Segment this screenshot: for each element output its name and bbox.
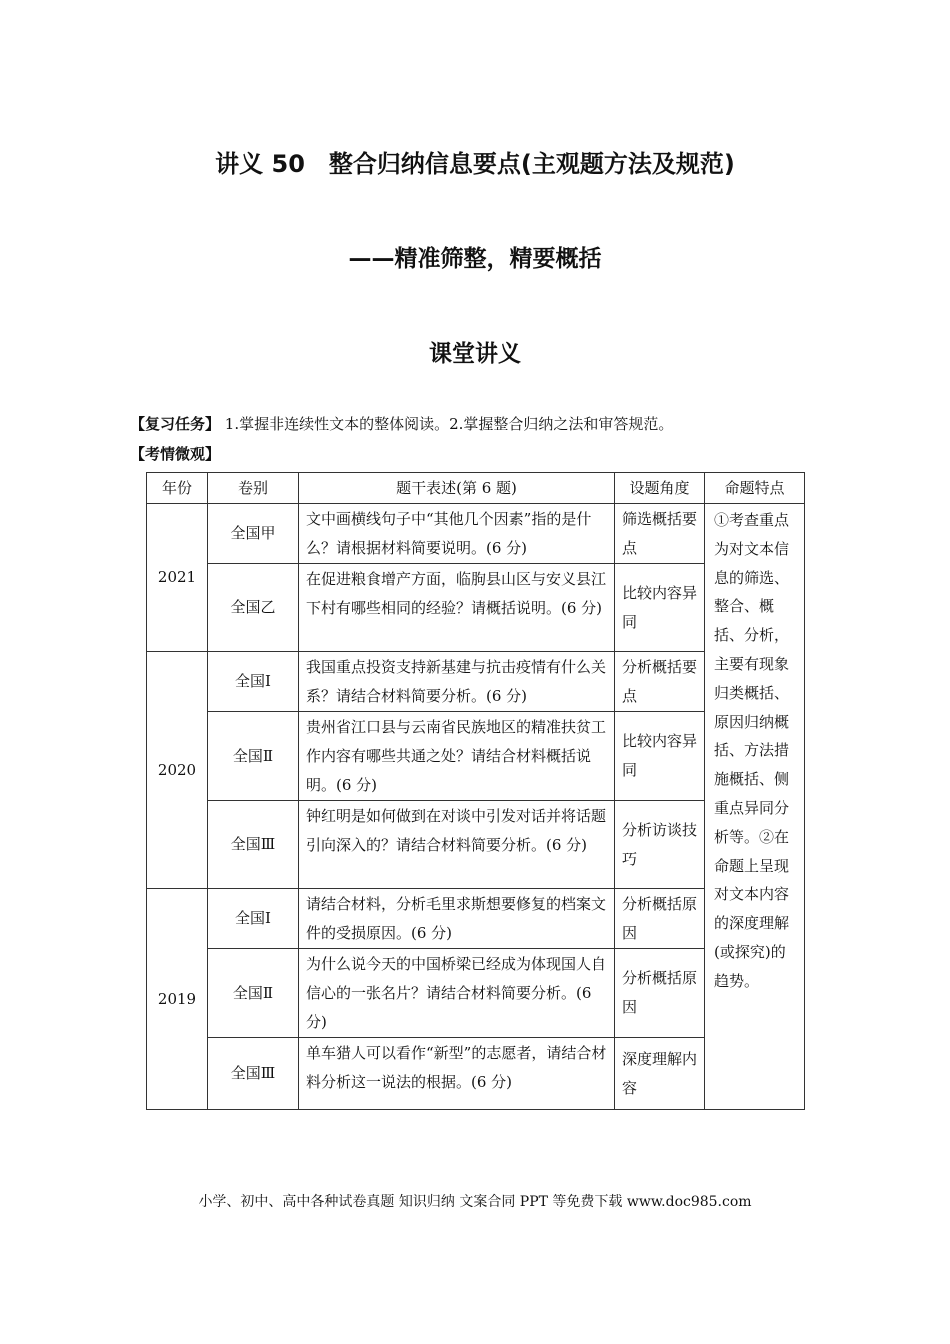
question-cell: 为什么说今天的中国桥梁已经成为体现国人自信心的一张名片？请结合材料简要分析。(6 分) [299,949,615,1038]
question-cell: 请结合材料，分析毛里求斯想要修复的档案文件的受损原因。(6 分) [299,889,615,949]
paper-cell: 全国Ⅱ [208,712,299,801]
year-cell: 2019 [147,889,208,1110]
lecture-title: 讲义 50 整合归纳信息要点(主观题方法及规范) [215,150,735,178]
header-features: 命题特点 [705,473,805,504]
question-cell: 贵州省江口县与云南省民族地区的精准扶贫工作内容有哪些共通之处？请结合材料概括说明。(6 分) [299,712,615,801]
footer-text: 小学、初中、高中各种试卷真题 知识归纳 文案合同 PPT 等免费下载 www.doc985.com [198,1194,752,1210]
angle-cell: 筛选概括要点 [615,504,705,564]
header-paper: 卷别 [208,473,299,504]
year-cell: 2021 [147,504,208,652]
question-cell: 在促进粮食增产方面，临朐县山区与安义县江下村有哪些相同的经验？请概括说明。(6 分) [299,564,615,652]
exam-table [146,472,805,1110]
review-label: 【复习任务】 [130,415,221,433]
header-year: 年份 [147,473,208,504]
paper-cell: 全国甲 [208,504,299,564]
angle-cell: 比较内容异同 [615,564,705,652]
angle-cell: 分析概括原因 [615,889,705,949]
paper-cell: 全国Ⅱ [208,949,299,1038]
paper-cell: 全国乙 [208,564,299,652]
question-cell: 钟红明是如何做到在对谈中引发对话并将话题引向深入的？请结合材料简要分析。(6 分) [299,801,615,889]
paper-cell: 全国Ⅲ [208,1038,299,1110]
exam-analysis-label: 【考情微观】 [130,445,221,463]
paper-cell: 全国Ⅰ [208,889,299,949]
features-cell: ①考查重点为对文本信息的筛选、整合、概括、分析，主要有现象归类概括、原因归纳概括、方法措施概括、侧重点异同分析等。②在命题上呈现对文本内容的深度理解(或探究)的趋势。 [705,504,805,1110]
angle-cell: 比较内容异同 [615,712,705,801]
section-title: 课堂讲义 [429,341,521,367]
header-angle: 设题角度 [615,473,705,504]
question-cell: 我国重点投资支持新基建与抗击疫情有什么关系？请结合材料简要分析。(6 分) [299,652,615,712]
angle-cell: 深度理解内容 [615,1038,705,1110]
review-task [130,414,673,434]
year-cell: 2020 [147,652,208,889]
header-question: 题干表述(第 6 题) [299,473,615,504]
angle-cell: 分析概括原因 [615,949,705,1038]
review-text: 1.掌握非连续性文本的整体阅读。2.掌握整合归纳之法和审答规范。 [224,415,674,433]
paper-cell: 全国Ⅰ [208,652,299,712]
lecture-subtitle: ——精准筛整，精要概括 [348,246,602,272]
paper-cell: 全国Ⅲ [208,801,299,889]
angle-cell: 分析访谈技巧 [615,801,705,889]
angle-cell: 分析概括要点 [615,652,705,712]
question-cell: 文中画横线句子中“其他几个因素”指的是什么？请根据材料简要说明。(6 分) [299,504,615,564]
table-row [147,504,805,564]
question-cell: 单车猎人可以看作“新型”的志愿者，请结合材料分析这一说法的根据。(6 分) [299,1038,615,1110]
table-header-row [147,473,805,504]
